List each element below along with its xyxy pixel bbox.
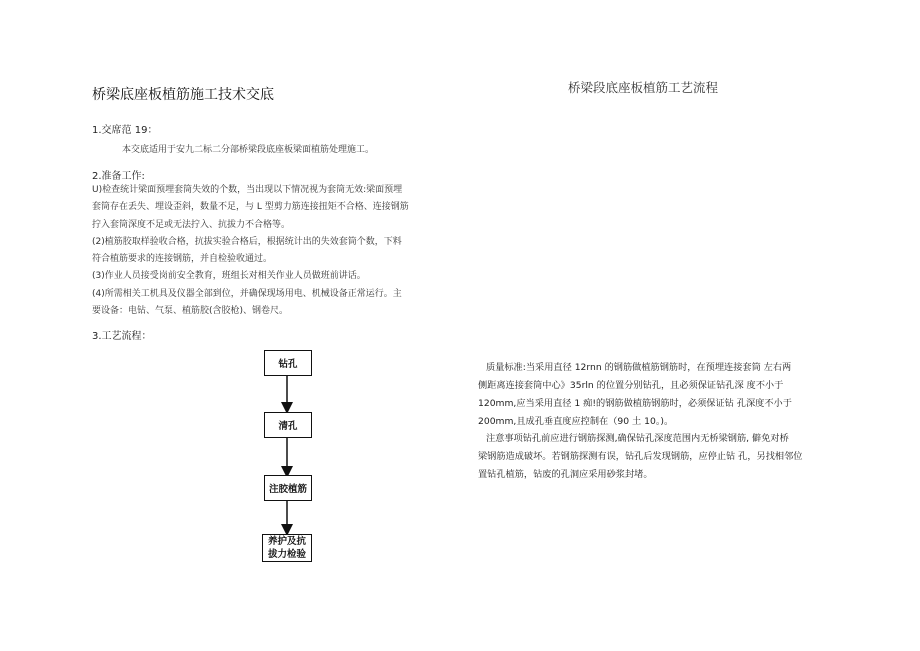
list-line: 套筒存在丢失、埋设歪斜，数量不足，与 L 型剪力筋连接扭矩不合格、连接钢筋	[92, 202, 409, 213]
list-line: (2)植筋胶取样验收合格，抗拔实验合格后，根据统计出的失效套筒个数，下料	[92, 236, 402, 247]
list-line: 符合植筋要求的连接钢筋，并自检验收通过。	[92, 254, 273, 265]
quality-line: 200mm,且成孔垂直度应控制在（90 土 10。)。	[478, 416, 674, 427]
flow-step-line: 养护及抗	[267, 536, 306, 547]
list-line: 拧入套筒深度不足或无法拧入、抗拔力不合格等。	[92, 219, 291, 230]
quality-line: 质量标准:当采用直径 12rnn 的钢筋做植筋钢筋时，在预埋连接套筒 左右两	[486, 362, 792, 373]
quality-standard	[478, 359, 792, 431]
section-3-heading: 3.工艺流程：	[92, 331, 152, 342]
notes-line: 梁钢筋造成破坏。若钢筋探测有误，钻孔后发现钢筋，应停止钻 孔，另找相邻位	[478, 451, 803, 462]
flow-title: 桥梁段底座板植筋工艺流程	[568, 80, 719, 95]
section-1-text: 本交底适用于安九二标二分部桥梁段底座板梁面植筋处理施工。	[122, 145, 375, 155]
section-1-heading: 1.交席范 19：	[92, 125, 158, 136]
document-title: 桥梁底座板植筋施工技术交底	[92, 87, 274, 103]
notes-line: 注意事项钻孔前应进行钢筋探测,确保钻孔深度范围内无桥梁钢筋, 僻免对桥	[486, 433, 789, 444]
notes-paragraph	[478, 430, 802, 484]
section-2-heading: 2.准备工作:	[92, 171, 145, 182]
quality-line: 120mm,应当采用直径 1 痴!的钢筋做植筋钢筋时，必须保证钻 孔深度不小于	[478, 398, 792, 409]
list-line: U)检查统计梁面预埋套筒失效的个数，当出现以下情况视为套筒无效:梁面预埋	[92, 185, 403, 195]
flow-step-cure-test	[262, 534, 312, 562]
flow-step-clean: 清孔	[264, 412, 312, 438]
quality-line: 侧距离连接套筒中心》35rln 的位置分别钻孔，且必须保证钻孔深 度不小于	[478, 380, 784, 391]
flow-step-inject: 注胶植筋	[264, 475, 312, 501]
flow-step-line: 拔力检验	[267, 549, 306, 560]
list-line: (3)作业人员接受岗前安全教育，班组长对相关作业人员做班前讲话。	[92, 271, 366, 282]
notes-line: 置钻孔植筋，钻废的孔洞应采用砂浆封堵。	[478, 469, 653, 480]
flow-step-drill: 钻孔	[264, 350, 312, 376]
list-line: (4)所需相关工机具及仪器全部到位，并确保现场用电、机械设备正常运行。主	[92, 288, 402, 299]
list-line: 要设备：电钻、气泵、植筋胶(含胶枪)、钢卷尺。	[92, 306, 289, 317]
